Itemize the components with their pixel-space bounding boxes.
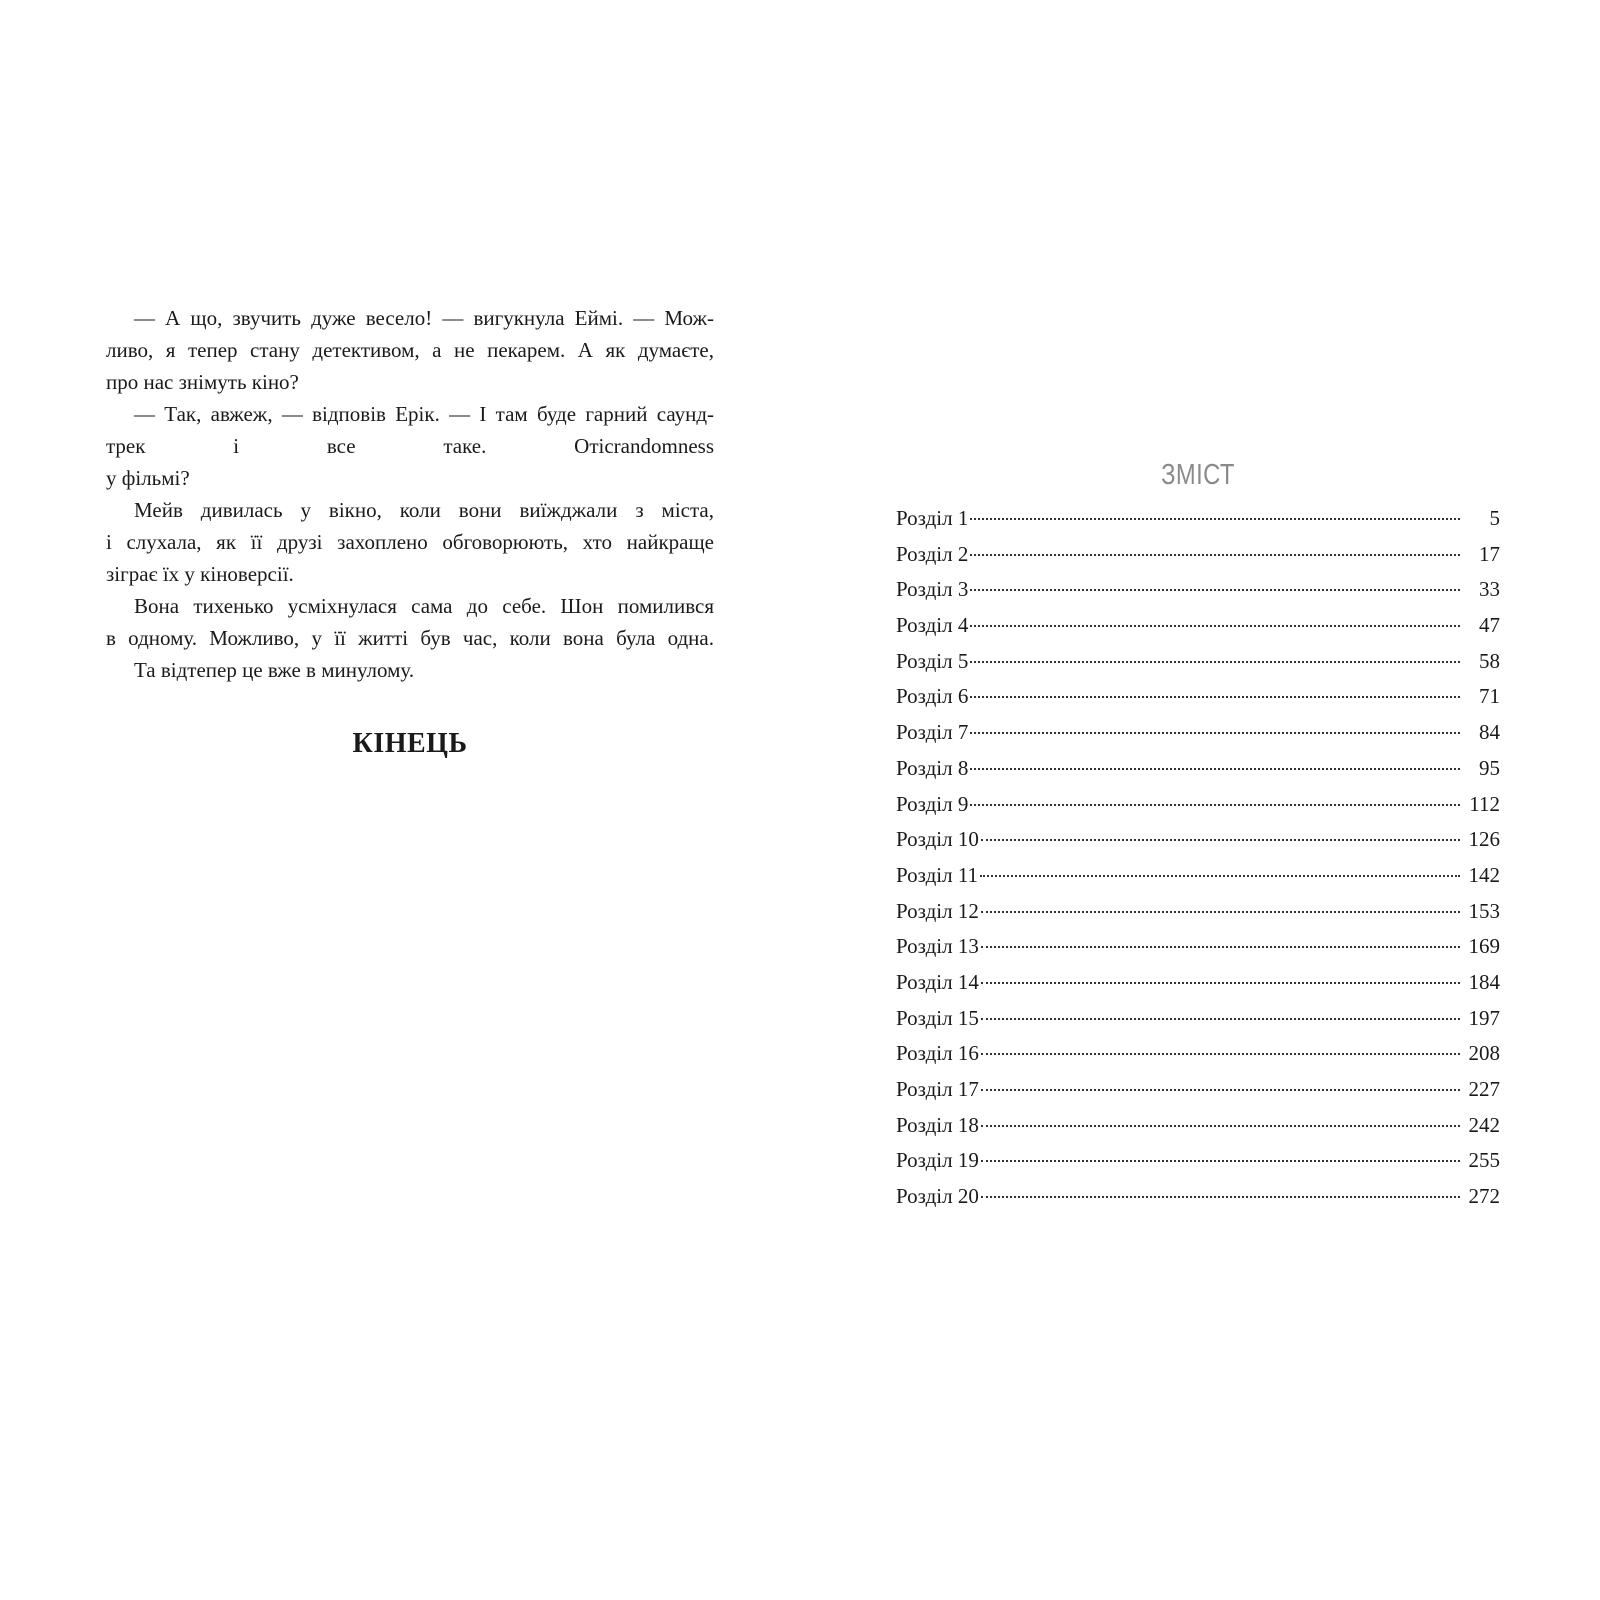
toc-entry [896,787,1500,823]
toc-entry-page: 95 [1479,755,1500,780]
right-page [896,455,1500,1215]
toc-entry-page: 197 [1468,1005,1500,1030]
toc-entry-label: Розділ 12 [896,898,979,923]
toc-entry [896,929,1500,965]
toc-dot-leader [981,839,1460,841]
toc-entry-page: 84 [1479,720,1500,745]
toc-entry [896,751,1500,787]
text-line: — А що, звучить дуже весело! — вигукнула Еймі. — Мож- [134,306,714,330]
toc-entry [896,965,1500,1001]
toc-entry [896,894,1500,930]
text-line: про нас знімуть кіно? [106,370,299,394]
toc-entry-label: Розділ 11 [896,862,979,887]
text-line: Вона тихенько усміхнулася сама до себе. Шон помилився [134,594,714,618]
toc-dot-leader [981,1160,1460,1162]
toc-entry [896,1179,1500,1215]
toc-dot-leader [981,1089,1460,1091]
toc-list [896,501,1500,1215]
toc-entry-page: 153 [1468,898,1500,923]
text-line: Та відтепер це вже в минулому. [134,658,415,682]
toc-entry-label: Розділ 20 [896,1184,979,1209]
toc-dot-leader [981,911,1460,913]
toc-entry-label: Розділ 13 [896,934,979,959]
text-line: зіграє їх у кіноверсії. [106,562,294,586]
toc-entry [896,644,1500,680]
toc-dot-leader [970,625,1460,627]
toc-entry-page: 255 [1468,1148,1500,1173]
toc-dot-leader [981,1053,1460,1055]
toc-entry-label: Розділ 15 [896,1005,979,1030]
toc-dot-leader [970,661,1460,663]
toc-dot-leader [970,589,1460,591]
toc-dot-leader [970,732,1460,734]
toc-entry [896,1143,1500,1179]
toc-entry-page: 126 [1468,827,1500,852]
toc-dot-leader [970,804,1460,806]
toc-dot-leader [981,1125,1460,1127]
toc-title: ЗМІСТ [1161,459,1235,491]
text-line: ливо, я тепер стану детективом, а не пекарем. А як думаєте, [106,338,714,362]
toc-entry [896,1108,1500,1144]
toc-entry-page: 227 [1468,1077,1500,1101]
toc-dot-leader [970,518,1460,520]
toc-entry-label: Розділ 9 [896,791,969,816]
toc-dot-leader [970,554,1460,556]
toc-dot-leader [981,982,1460,984]
text-line: трек і все таке. Отісrandomness [106,434,714,458]
toc-dot-leader [981,1018,1460,1020]
toc-entry-page: 58 [1479,648,1500,673]
toc-entry-page: 47 [1479,613,1500,638]
toc-entry-page: 71 [1479,684,1500,709]
toc-entry [896,1036,1500,1072]
toc-entry [896,822,1500,858]
toc-entry-page: 272 [1468,1184,1500,1209]
end-heading: КІНЕЦЬ [352,728,468,759]
toc-entry-page: 169 [1468,934,1500,959]
toc-entry-label: Розділ 19 [896,1148,979,1173]
toc-entry-label: Розділ 7 [896,720,969,745]
toc-entry [896,1001,1500,1037]
toc-entry [896,1072,1500,1108]
toc-entry [896,537,1500,573]
toc-entry-label: Розділ 14 [896,969,979,994]
text-line: в одному. Можливо, у її житті був час, коли вона була одна. [106,626,714,650]
toc-entry [896,715,1500,751]
left-page [106,302,714,760]
toc-entry-label: Розділ 3 [896,577,969,602]
toc-entry-page: 142 [1468,862,1500,887]
toc-entry-page: 184 [1468,969,1500,994]
toc-entry-label: Розділ 8 [896,755,969,780]
toc-entry-label: Розділ 5 [896,648,969,673]
toc-entry-label: Розділ 18 [896,1112,979,1137]
text-line: Мейв дивилась у вікно, коли вони виїжджали з міста, [134,498,714,522]
toc-entry-page: 33 [1479,577,1500,602]
toc-dot-leader [981,946,1460,948]
toc-dot-leader [980,875,1460,877]
toc-entry-page: 242 [1468,1112,1500,1137]
toc-entry-page: 208 [1468,1041,1500,1066]
toc-entry-label: Розділ 16 [896,1041,979,1066]
text-line: — Так, авжеж, — відповів Ерік. — І там буде гарний саунд- [134,402,714,426]
toc-entry-label: Розділ 6 [896,684,969,709]
toc-entry [896,858,1500,894]
toc-dot-leader [970,768,1460,770]
toc-entry [896,608,1500,644]
toc-entry-label: Розділ 17 [896,1077,979,1101]
toc-entry-page: 112 [1469,791,1500,816]
toc-entry-page: 17 [1479,541,1500,566]
toc-entry-label: Розділ 4 [896,613,969,638]
toc-entry [896,572,1500,608]
toc-entry-page: 5 [1489,506,1500,530]
toc-entry [896,501,1500,537]
toc-entry-label: Розділ 10 [896,827,979,852]
text-line: у фільмі? [106,466,190,490]
toc-dot-leader [970,696,1460,698]
text-line: і слухала, як її друзі захоплено обговорюють, хто найкраще [106,530,714,554]
toc-entry-label: Розділ 2 [896,541,969,566]
toc-dot-leader [981,1196,1460,1198]
toc-entry [896,679,1500,715]
toc-entry-label: Розділ 1 [896,506,969,530]
